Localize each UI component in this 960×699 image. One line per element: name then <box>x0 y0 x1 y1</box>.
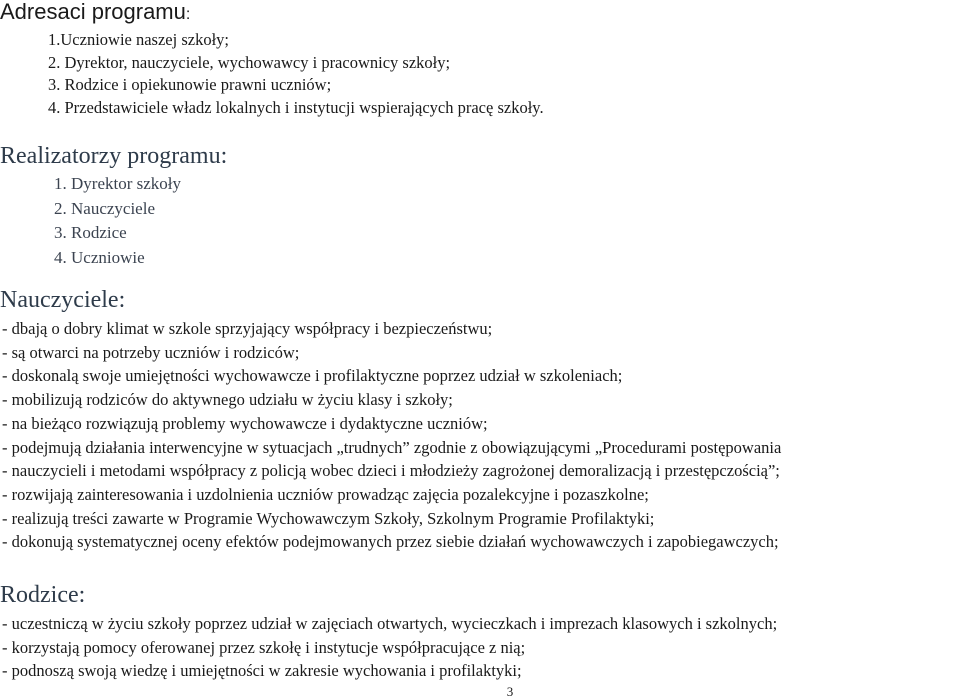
list-adresaci <box>0 29 544 119</box>
list-realizatorzy <box>0 172 227 270</box>
heading-realizatorzy: Realizatorzy programu: <box>0 143 228 169</box>
section-rodzice <box>0 582 777 683</box>
list-nauczyciele <box>0 317 781 554</box>
list-item: 2. Nauczyciele <box>54 198 155 218</box>
section-realizatorzy <box>0 143 227 270</box>
list-item: - są otwarci na potrzeby uczniów i rodziców; <box>2 342 300 362</box>
heading-adresaci-colon: : <box>185 6 191 23</box>
list-item: - na bieżąco rozwiązują problemy wychowawcze i dydaktyczne uczniów; <box>2 413 488 433</box>
heading-adresaci-text: Adresaci programu <box>0 0 186 24</box>
page-number: 3 <box>506 684 514 699</box>
list-item: 1.Uczniowie naszej szkoły; <box>48 30 229 49</box>
list-item: - realizują treści zawarte w Programie Wychowawczym Szkoły, Szkolnym Programie Profilaktyki; <box>2 508 655 528</box>
list-item: - podejmują działania interwencyjne w sytuacjach „trudnych” zgodnie z obowiązującymi „Procedurami postępowania <box>2 437 782 457</box>
section-adresaci <box>0 0 544 119</box>
list-item: - dbają o dobry klimat w szkole sprzyjający współpracy i bezpieczeństwu; <box>2 319 493 338</box>
heading-adresaci <box>0 0 544 27</box>
list-item: - podnoszą swoją wiedzę i umiejętności w zakresie wychowania i profilaktyki; <box>2 661 522 681</box>
list-item: 4. Uczniowie <box>54 247 145 267</box>
list-rodzice <box>0 612 777 683</box>
section-nauczyciele <box>0 287 781 554</box>
heading-nauczyciele: Nauczyciele: <box>0 287 126 313</box>
list-item: - nauczycieli i metodami współpracy z policją wobec dzieci i młodzieży zagrożonej demoralizacją i przestępczością”; <box>2 461 780 481</box>
list-item: - uczestniczą w życiu szkoły poprzez udział w zajęciach otwartych, wycieczkach i imprezach klasowych i szkolnych; <box>2 614 778 633</box>
list-item: 3. Rodzice <box>54 223 127 243</box>
list-item: 2. Dyrektor, nauczyciele, wychowawcy i pracownicy szkoły; <box>48 52 451 72</box>
list-item: 3. Rodzice i opiekunowie prawni uczniów; <box>48 75 332 95</box>
list-item: - dokonują systematycznej oceny efektów podejmowanych przez siebie działań wychowawczych i zapobiegawczych; <box>2 532 779 552</box>
list-item: - korzystają pomocy oferowanej przez szkołę i instytucje współpracujące z nią; <box>2 637 526 657</box>
list-item: - mobilizują rodziców do aktywnego udziału w życiu klasy i szkoły; <box>2 390 453 410</box>
list-item: - doskonalą swoje umiejętności wychowawcze i profilaktyczne poprzez udział w szkoleniach; <box>2 366 623 386</box>
list-item: 4. Przedstawiciele władz lokalnych i instytucji wspierających pracę szkoły. <box>48 97 544 117</box>
heading-rodzice: Rodzice: <box>0 582 86 608</box>
list-item: - rozwijają zainteresowania i uzdolnienia uczniów prowadząc zajęcia pozalekcyjne i pozaszkolne; <box>2 484 649 504</box>
list-item: 1. Dyrektor szkoły <box>54 174 182 193</box>
